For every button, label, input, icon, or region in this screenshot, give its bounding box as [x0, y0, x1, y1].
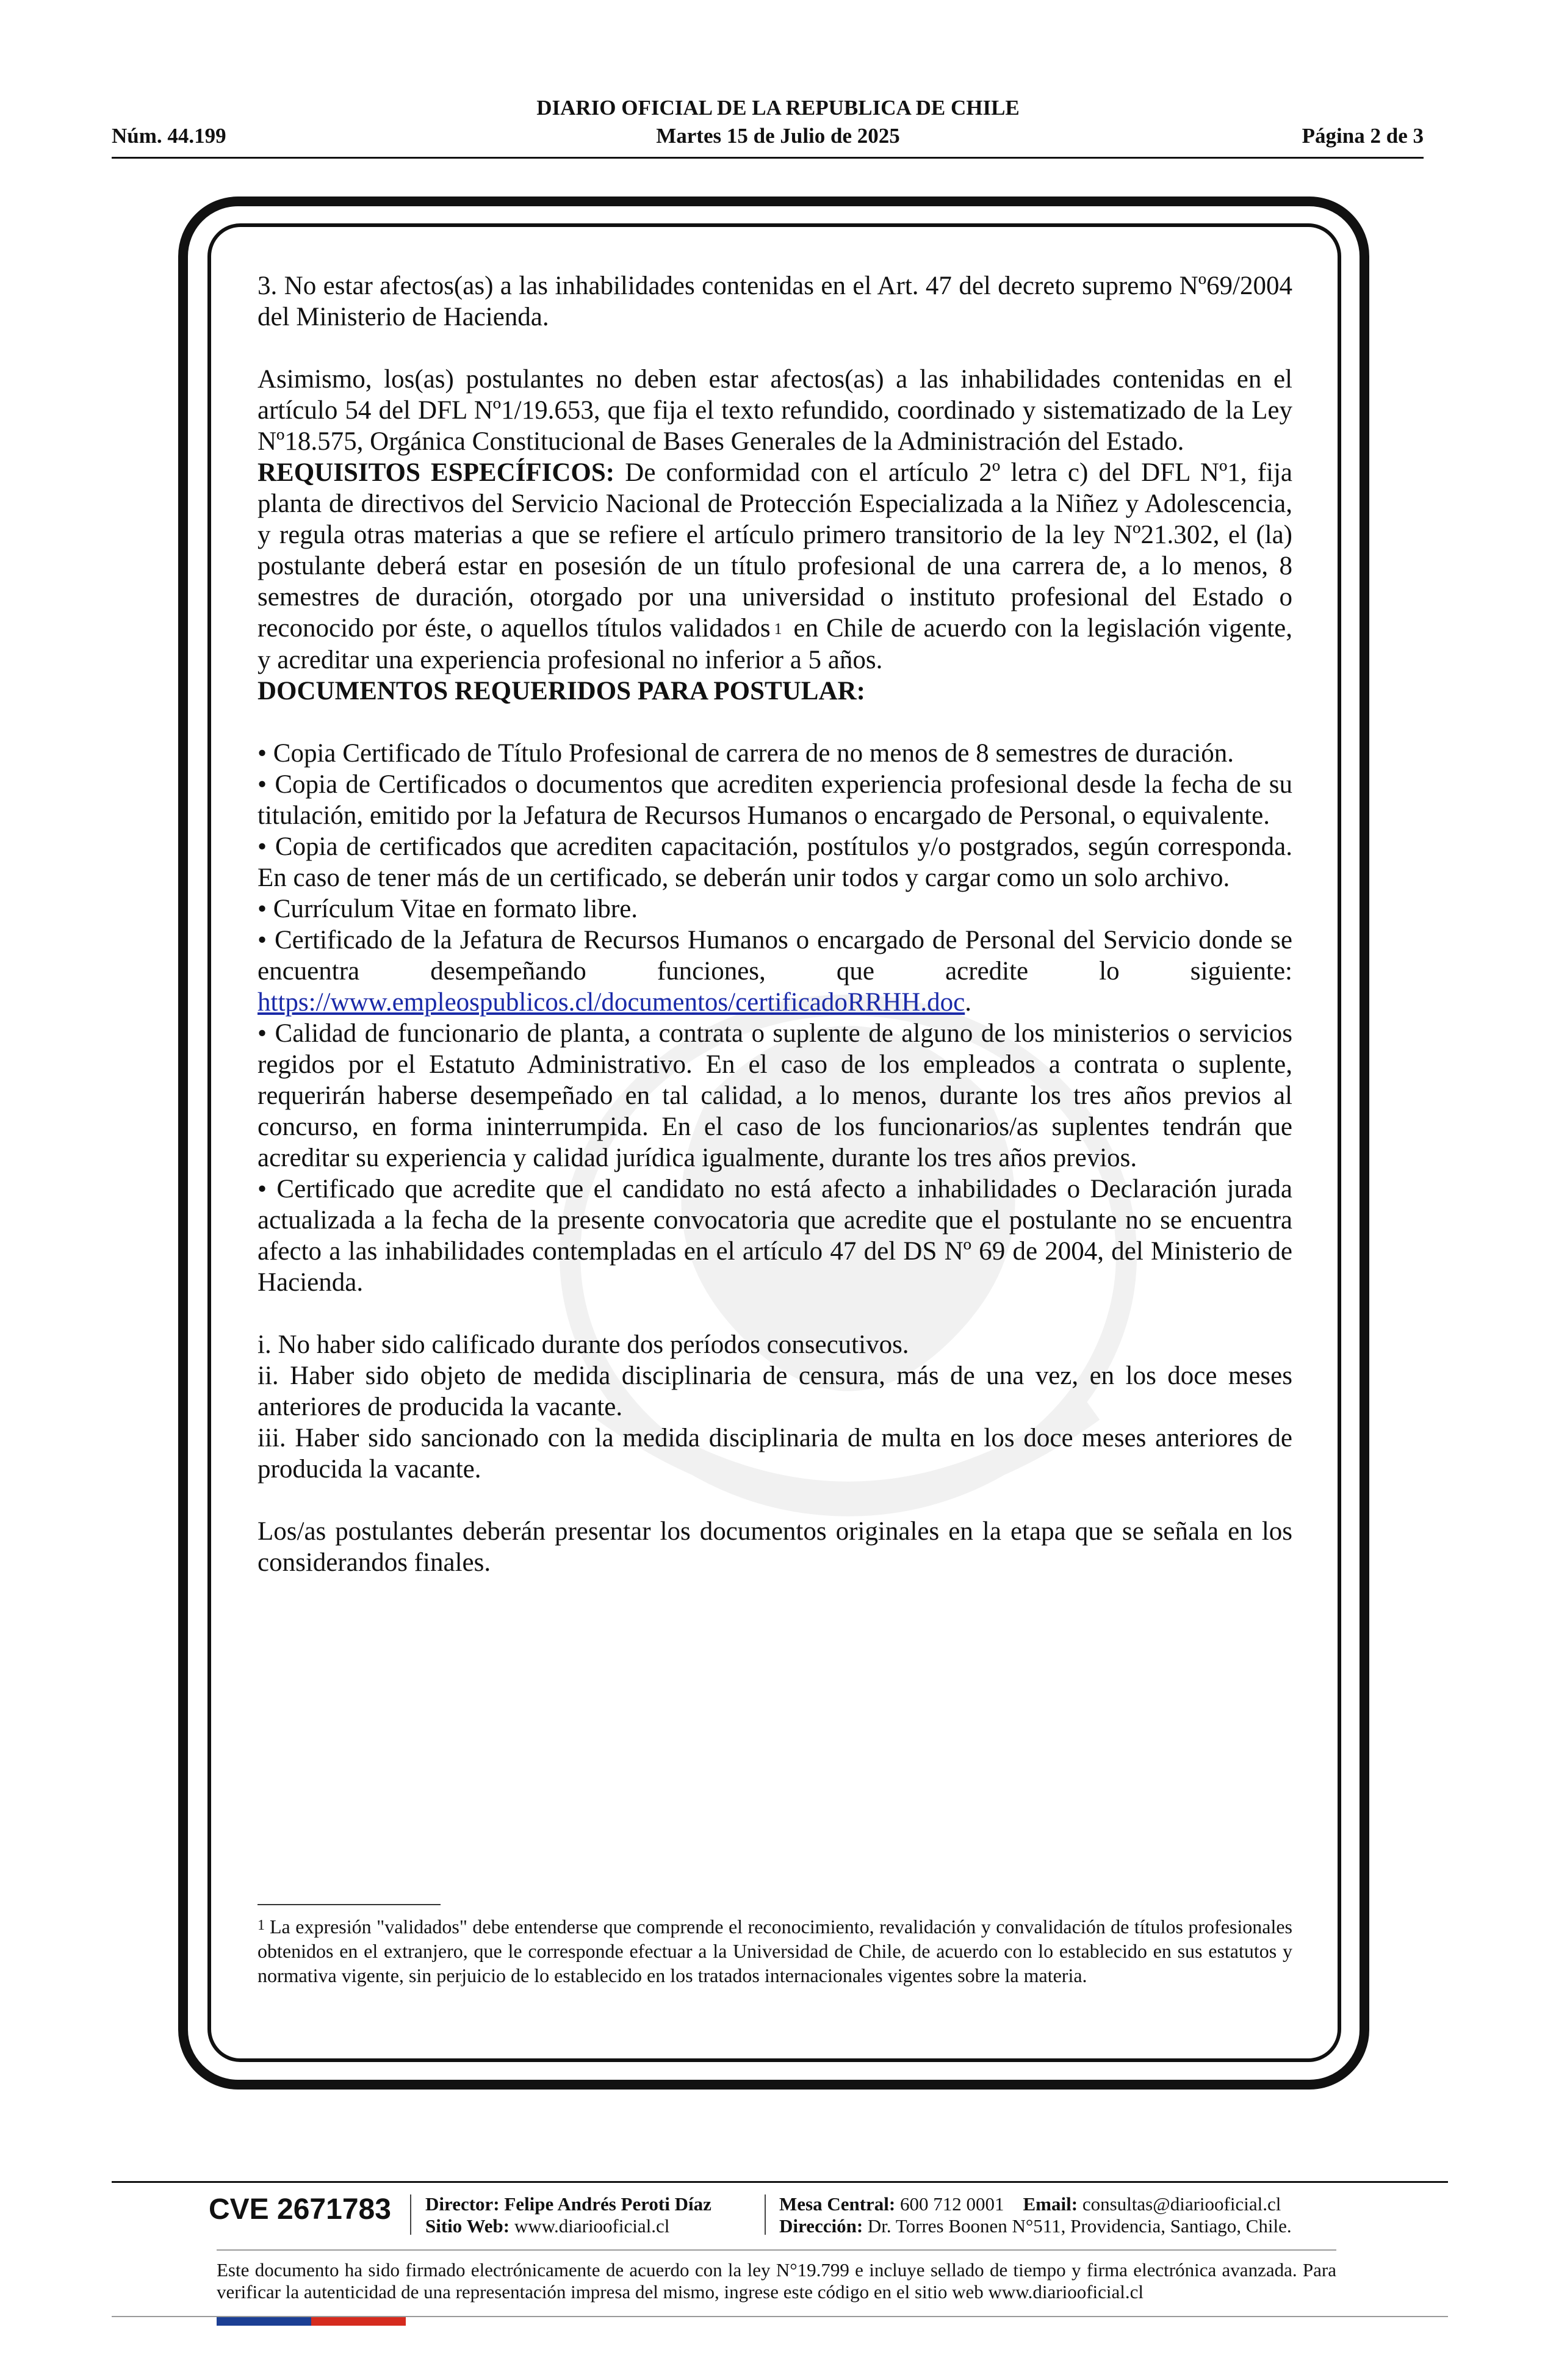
electronic-signature-notice: Este documento ha sido firmado electrónicamente de acuerdo con la ley N°19.799 e incluye sellado de tiempo y firma electrónica avanzada. Para verificar la autenticidad de una representación impresa del mismo, ingrese este código en el sitio web www.diariooficial.cl	[217, 2259, 1336, 2302]
address-value: Dr. Torres Boonen N°511, Providencia, Santiago, Chile.	[867, 2215, 1292, 2237]
footnote-reference[interactable]: 1	[774, 620, 782, 638]
director-label: Director:	[425, 2193, 500, 2215]
footer-director-block	[425, 2193, 711, 2237]
email-label: Email:	[1023, 2193, 1078, 2215]
flag-stripe-red	[311, 2317, 406, 2326]
link-trailing-period: .	[965, 988, 971, 1017]
closing-paragraph: Los/as postulantes deberán presentar los documentos originales en la etapa que se señala en los considerandos finales.	[258, 1517, 1292, 1577]
required-documents-heading: DOCUMENTOS REQUERIDOS PARA POSTULAR:	[258, 677, 865, 705]
issue-number: Núm. 44.199	[112, 124, 226, 148]
specific-requirements-text-b: en Chile de acuerdo con la legislación vigente, y acreditar una experiencia profesional no inferior a 5 años.	[258, 614, 1292, 674]
specific-requirements-heading: REQUISITOS ESPECÍFICOS:	[258, 458, 615, 487]
bullet-experience-certificates: • Copia de Certificados o documentos que acrediten experiencia profesional desde la fecha de su titulación, emitido por la Jefatura de Recursos Humanos o encargado de Personal, o equivalente.	[258, 770, 1292, 830]
footnote	[258, 1913, 1292, 1988]
footnote-number: 1	[258, 1917, 265, 1933]
footer-separator	[410, 2194, 411, 2235]
inhabilidades-paragraph: Asimismo, los(as) postulantes no deben estar afectos(as) a las inhabilidades contenidas en el artículo 54 del DFL Nº1/19.653, que fija el texto refundido, coordinado y sistematizado de la Ley Nº18.575, Orgánica Constitucional de Bases Generales de la Administración del Estado.	[258, 365, 1292, 456]
bullet-cv: • Currículum Vitae en formato libre.	[258, 895, 638, 923]
bullet-title-certificate: • Copia Certificado de Título Profesional de carrera de no menos de 8 semestres de duración.	[258, 739, 1234, 768]
roman-item-ii: ii. Haber sido objeto de medida disciplinaria de censura, más de una vez, en los doce meses anteriores de producida la vacante.	[258, 1361, 1292, 1421]
roman-item-iii: iii. Haber sido sancionado con la medida disciplinaria de multa en los doce meses anteriores de producida la vacante.	[258, 1424, 1292, 1484]
mesa-value: 600 712 0001	[900, 2193, 1004, 2215]
bullet-employment-status: • Calidad de funcionario de planta, a contrata o suplente de alguno de los ministerios o servicios regidos por el Estatuto Administrativo. En el caso de los empleados a contrata o suplente, requerirán haberse desempeñado en tal calidad, a lo menos, durante los tres años previos al concurso, en forma ininterrumpida. En el caso de los funcionarios/as suplentes tendrán que acreditar su experiencia y calidad jurídica igualmente, durante los tres años previos.	[258, 1019, 1292, 1172]
footnote-divider	[258, 1904, 441, 1905]
bullet-hr-certificate	[258, 925, 1292, 1018]
website-value[interactable]: www.diariooficial.cl	[514, 2215, 670, 2237]
newspaper-title: DIARIO OFICIAL DE LA REPUBLICA DE CHILE	[536, 96, 1020, 120]
cve-code: CVE 2671783	[209, 2193, 391, 2226]
requirement-3: 3. No estar afectos(as) a las inhabilidades contenidas en el Art. 47 del decreto supremo Nº69/2004 del Ministerio de Hacienda.	[258, 272, 1292, 331]
flag-stripe-blue	[217, 2317, 311, 2326]
footer-divider-middle	[217, 2249, 1336, 2251]
website-label: Sitio Web:	[425, 2215, 510, 2237]
email-value[interactable]: consultas@diariooficial.cl	[1082, 2193, 1281, 2215]
issue-date: Martes 15 de Julio de 2025	[656, 124, 900, 148]
footer-divider-top	[112, 2181, 1448, 2183]
certificate-download-link[interactable]: https://www.empleospublicos.cl/documentos/certificadoRRHH.doc	[258, 988, 965, 1017]
mesa-label: Mesa Central:	[779, 2193, 896, 2215]
bullet-hr-certificate-text: • Certificado de la Jefatura de Recursos Humanos o encargado de Personal del Servicio donde se encuentra desempeñando funciones, que acredite lo siguiente:	[258, 926, 1292, 986]
footer-separator	[765, 2194, 766, 2235]
specific-requirements-paragraph	[258, 457, 1292, 676]
header-divider	[112, 157, 1424, 159]
specific-requirements-text-a: De conformidad con el artículo 2º letra c) del DFL Nº1, fija planta de directivos del Servicio Nacional de Protección Especializada a la Niñez y Adolescencia, y regula otras materias a que se refiere el artículo primero transitorio de la ley Nº21.302, el (la) postulante deberá estar en posesión de un título profesional de una carrera de, a lo menos, 8 semestres de duración, otorgado por una universidad o instituto profesional del Estado o reconocido por éste, o aquellos títulos validados	[258, 458, 1292, 643]
footer-contact-block	[779, 2193, 1292, 2237]
roman-item-i: i. No haber sido calificado durante dos períodos consecutivos.	[258, 1330, 909, 1359]
document-body	[258, 270, 1292, 1578]
bullet-training-certificates: • Copia de certificados que acrediten capacitación, postítulos y/o postgrados, según corresponda. En caso de tener más de un certificado, se deberán unir todos y cargar como un solo archivo.	[258, 832, 1292, 892]
page-indicator: Página 2 de 3	[1302, 124, 1424, 148]
footnote-text: La expresión "validados" debe entenderse que comprende el reconocimiento, revalidación y convalidación de títulos profesionales obtenidos en el extranjero, que le corresponde efectuar a la Universidad de Chile, de acuerdo con lo establecido en sus estatutos y normativa vigente, sin perjuicio de lo establecido en los tratados internacionales vigentes sobre la materia.	[258, 1916, 1292, 1986]
director-name: Felipe Andrés Peroti Díaz	[504, 2193, 711, 2215]
address-label: Dirección:	[779, 2215, 863, 2237]
bullet-inhabilities-certificate: • Certificado que acredite que el candidato no está afecto a inhabilidades o Declaración jurada actualizada a la fecha de la presente convocatoria que acredite que el postulante no se encuentra afecto a las inhabilidades contempladas en el artículo 47 del DS Nº 69 de 2004, del Ministerio de Hacienda.	[258, 1175, 1292, 1297]
